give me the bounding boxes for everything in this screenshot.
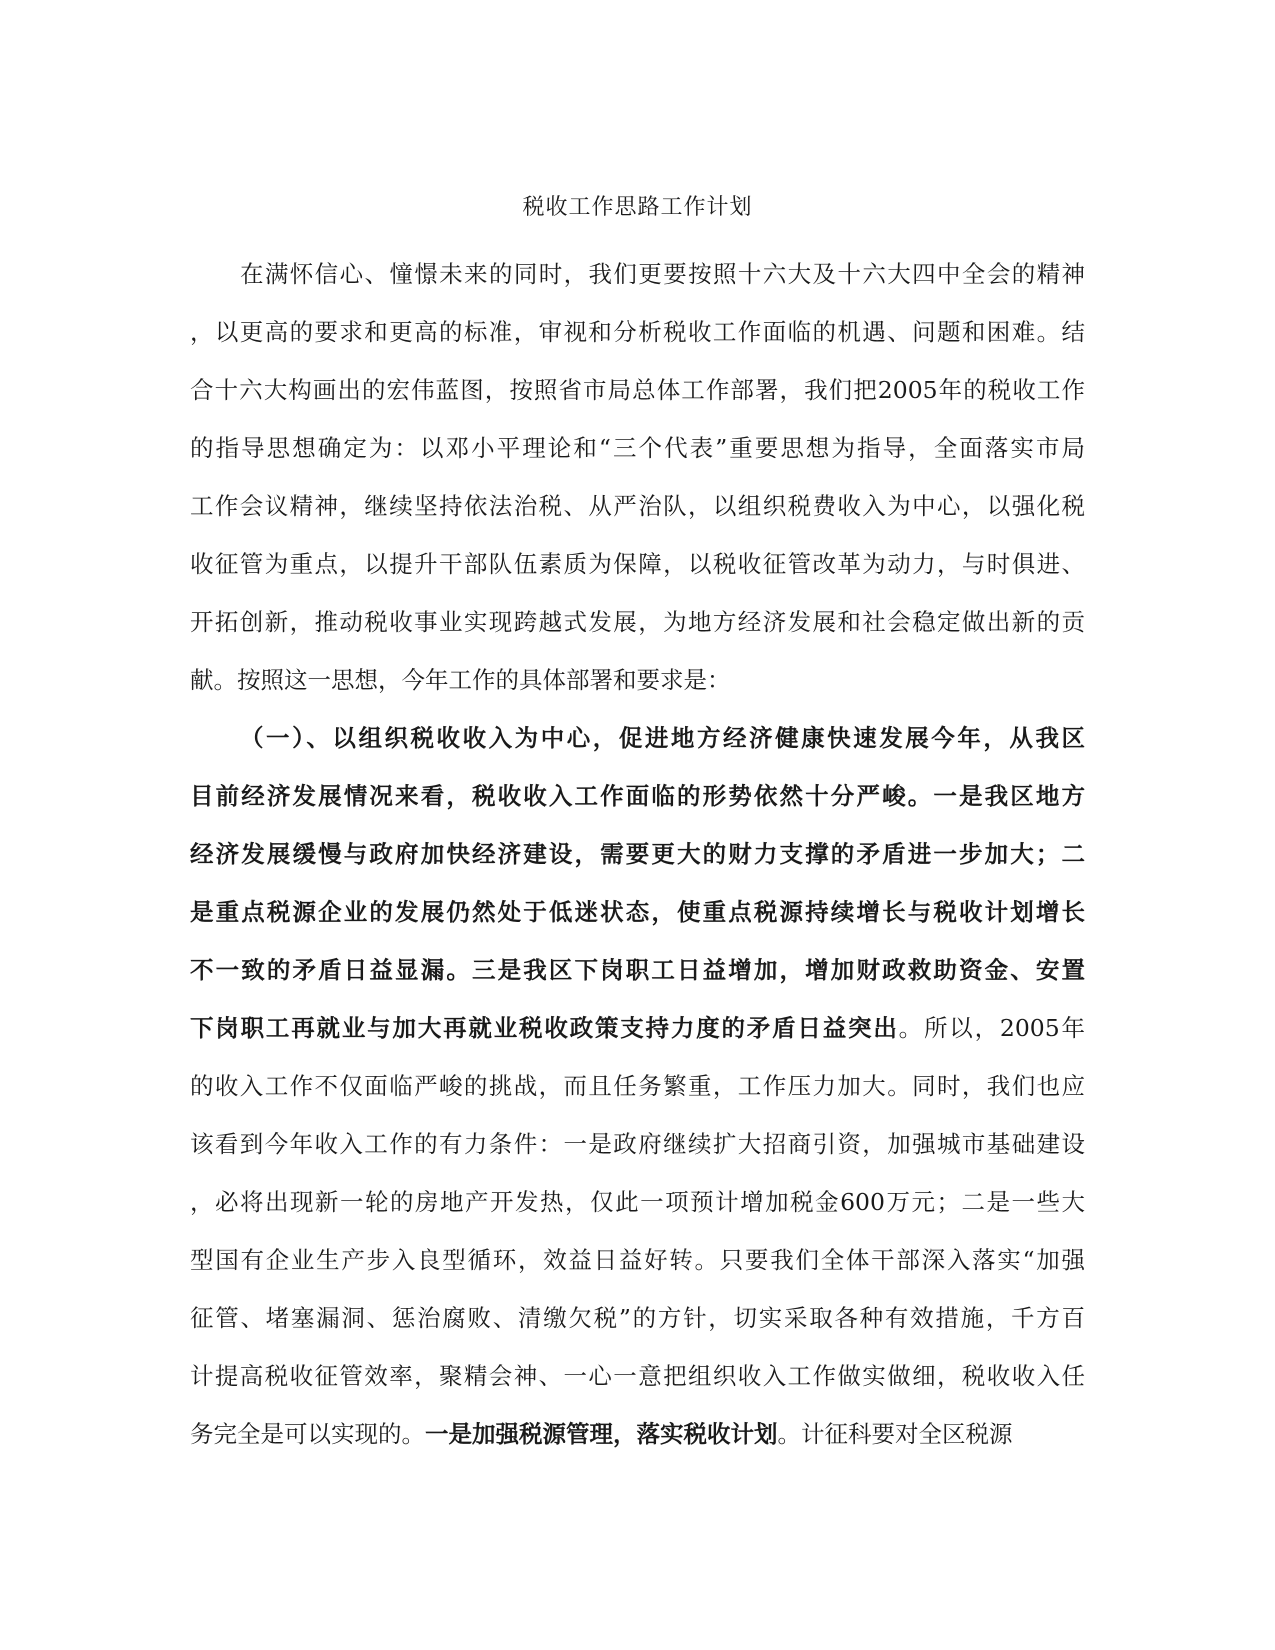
text-run: 务完全是可以实现的。	[190, 1420, 425, 1448]
text-line	[190, 256, 1085, 314]
text-run: ，以更高的要求和更高的标准，审视和分析税收工作面临的机遇、问题和困难。结	[190, 318, 1085, 346]
bold-text-run: 是重点税源企业的发展仍然处于低迷状态，使重点税源持续增长与税收计划增长	[190, 898, 1085, 926]
text-line	[190, 314, 1085, 372]
text-run: 收征管为重点，以提升干部队伍素质为保障，以税收征管改革为动力，与时俱进、	[190, 550, 1085, 578]
text-line	[190, 1416, 1085, 1474]
text-line	[190, 546, 1085, 604]
text-line	[190, 952, 1085, 1010]
text-line	[190, 1068, 1085, 1126]
text-run: 的指导思想确定为：以邓小平理论和“三个代表”重要思想为指导，全面落实市局	[190, 434, 1085, 462]
bold-text-run: 目前经济发展情况来看，税收收入工作面临的形势依然十分严峻。一是我区地方	[190, 782, 1085, 810]
text-run: 工作会议精神，继续坚持依法治税、从严治队，以组织税费收入为中心，以强化税	[190, 492, 1085, 520]
text-line	[190, 1010, 1085, 1068]
bold-text-run: 下岗职工再就业与加大再就业税收政策支持力度的矛盾日益突出	[190, 1014, 899, 1042]
text-line	[190, 894, 1085, 952]
bold-text-run: 不一致的矛盾日益显漏。三是我区下岗职工日益增加，增加财政救助资金、安置	[190, 956, 1085, 984]
text-run: 合十六大构画出的宏伟蓝图，按照省市局总体工作部署，我们把2005年的税收工作	[190, 376, 1085, 404]
text-run: 的收入工作不仅面临严峻的挑战，而且任务繁重，工作压力加大。同时，我们也应	[190, 1072, 1085, 1100]
text-run: 型国有企业生产步入良型循环，效益日益好转。只要我们全体干部深入落实“加强	[190, 1246, 1085, 1274]
text-line	[190, 836, 1085, 894]
text-line	[190, 1184, 1085, 1242]
text-line	[190, 720, 1085, 778]
text-run: 。所以，2005年	[898, 1014, 1086, 1042]
text-line	[190, 778, 1085, 836]
text-run: 。计征科要对全区税源	[777, 1420, 1013, 1448]
bold-text-run: （一）、以组织税收收入为中心，促进地方经济健康快速发展今年，从我区	[240, 724, 1085, 752]
text-line	[190, 1242, 1085, 1300]
text-run: ，必将出现新一轮的房地产开发热，仅此一项预计增加税金600万元；二是一些大	[190, 1188, 1085, 1216]
text-run: 征管、堵塞漏洞、惩治腐败、清缴欠税”的方针，切实采取各种有效措施，千方百	[190, 1304, 1085, 1332]
text-run: 献。按照这一思想，今年工作的具体部署和要求是：	[190, 666, 731, 694]
bold-text-run: 一是加强税源管理，落实税收计划	[425, 1420, 778, 1448]
text-run: 在满怀信心、憧憬未来的同时，我们更要按照十六大及十六大四中全会的精神	[240, 260, 1085, 288]
text-line	[190, 372, 1085, 430]
document-body	[190, 256, 1085, 1474]
text-line	[190, 1300, 1085, 1358]
text-line	[190, 1358, 1085, 1416]
text-run: 开拓创新，推动税收事业实现跨越式发展，为地方经济发展和社会稳定做出新的贡	[190, 608, 1085, 636]
document-title: 税收工作思路工作计划	[522, 195, 753, 220]
text-line	[190, 604, 1085, 662]
text-line	[190, 488, 1085, 546]
text-line	[190, 1126, 1085, 1184]
text-line	[190, 662, 1085, 720]
text-line	[190, 430, 1085, 488]
bold-text-run: 经济发展缓慢与政府加快经济建设，需要更大的财力支撑的矛盾进一步加大；二	[190, 840, 1085, 868]
text-run: 该看到今年收入工作的有力条件：一是政府继续扩大招商引资，加强城市基础建设	[190, 1130, 1085, 1158]
text-run: 计提高税收征管效率，聚精会神、一心一意把组织收入工作做实做细，税收收入任	[190, 1362, 1085, 1390]
